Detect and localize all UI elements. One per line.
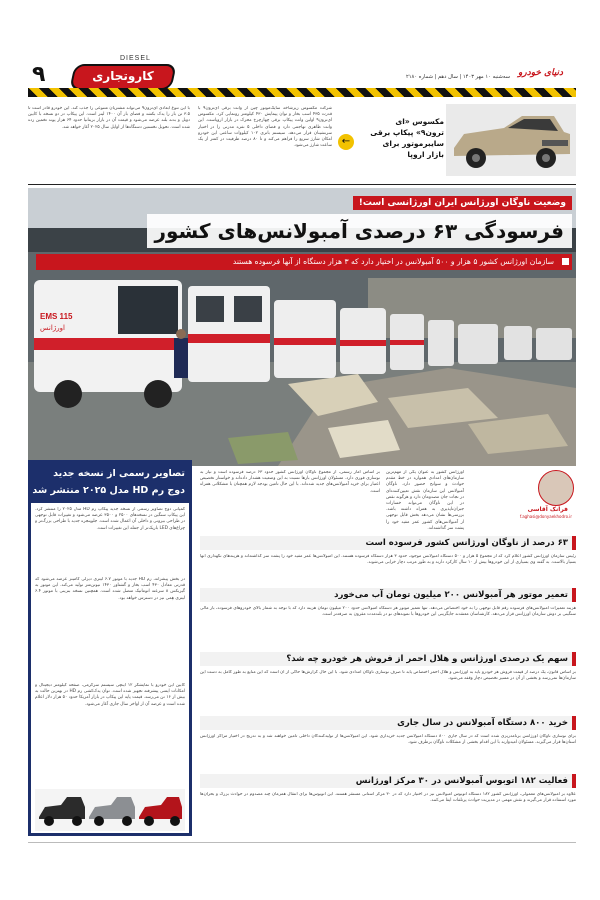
section-1-title: ۶۳ درصد از ناوگان اورژانس کشور فرسوده است: [200, 536, 576, 550]
sidebar-headline-box: [31, 463, 189, 503]
section-2-title: تعمیر موتور هر آمبولانس ۲۰۰ میلیون تومان آب می‌خورد: [200, 588, 576, 602]
page-bottom-rule: [28, 842, 576, 843]
sidebar-text-1: کمپانی دوج تصاویر رسمی از نسخه جدید پیکاپ رم HD مدل ۲۰۲۵ را منتشر کرد. این پیکاپ سنگین در نسخه‌های ۲۵۰۰ و ۳۵۰۰ عرضه می‌شود و تغییرات قابل توجهی در طراحی بیرونی و داخلی آن اعمال شده است. جلوپنجره جدید با طراحی بزرگ‌تر و چراغ‌های LED باریک‌تر از جمله این تغییرات است.: [35, 507, 185, 531]
hazard-stripe: [28, 88, 576, 97]
section-4-title: خرید ۸۰۰ دستگاه آمبولانس در سال جاری: [200, 716, 576, 730]
top-news-col2: با این تنوع ابعادی ای‌ترون۹ می‌تواند مشتریان متنوعی را جذب کند. این خودرو قادر است تا ۳.۵ تن بار را یدک بکشد و فضای بار آن ۱۴۰۰ لیتر است. این پیکاپ در دو نسخه با کابین دوبل و بدنه بلند عرضه می‌شود و قیمت آن در بازار بریتانیا حدود ۶۴ هزار پوند تخمین زده شده است. تحویل نخستین دستگاه‌ها از اوایل سال ۲۰۲۵ آغاز خواهد شد.: [28, 106, 190, 130]
top-news-block: [28, 100, 576, 182]
top-news-col1: شرکت مکسوس زیرشاخه سایک‌موتور چین از وانت برقی ای‌ترون۹ با قدرت ۴۳۵ اسب بخار و توان پیمایش ۴۳۰ کیلومتر رونمایی کرد. مکسوس ای‌ترون۹ اولین وانت پیکاپ برقی چهارچرخ محرک در بازار اروپاست. این وانت ظاهری تهاجمی دارد و فضای داخلی ۵ نفره مدرنی را در اختیار سرنشینان قرار می‌دهد. سیستم باتری ۱۰۲ کیلووات ساعتی این خودرو امکان شارژ سریع را فراهم می‌کند و تا ۸۰ درصد ظرفیت در کمتر از یک ساعت شارژ می‌شود.: [198, 106, 332, 149]
subheadline-square-icon: [562, 258, 569, 265]
section-3-text: بر اساس قانون، یک درصد از قیمت فروش هر خودرو باید به اورژانس و هلال احمر اختصاص یابد تا صرف نوسازی ناوگان امدادی شود. با این حال گزارش‌ها حاکی از آن است که این منابع به طور کامل به دست این سازمان‌ها نمی‌رسد و بخشی از آن در مسیر تخصیص دچار وقفه می‌شود.: [200, 670, 576, 682]
author-avatar: [538, 470, 574, 506]
sidebar-text-2: در بخش پیشرانه، رم HD جدید با موتور ۶.۷ لیتری دیزلی کامینز عرضه می‌شود که قدرتی معادل ۴۳۰ اسب بخار و گشتاور ۱۴۳۰ نیوتن‌متر تولید می‌کند. این موتور به گیربکس ۸ سرعته اتوماتیک متصل شده است. همچنین نسخه بنزینی با موتور ۶.۴ لیتری هِمی نیز در دسترس خواهد بود.: [35, 577, 185, 601]
top-news-headline: مکسوس «ای ترون۹» پیکاپ برقی سایبرموتور برای بازار اروپا: [370, 117, 444, 159]
date-line: سه‌شنبه ۱۰ مهر ۱۴۰۳ | سال دهم | شماره ۲۱۸۰: [405, 74, 510, 80]
ambulance-plate: EMS 115: [40, 312, 73, 321]
pickup-photo: [446, 104, 576, 176]
page-header: [0, 0, 600, 100]
ambulance-side-label: اورژانس: [40, 324, 65, 332]
author-name: فرانک آقاسی: [527, 506, 568, 513]
sidebar-story: [28, 460, 192, 836]
section-2-text: هزینه تعمیرات آمبولانس‌های فرسوده رقم قابل توجهی را به خود اختصاص می‌دهد. تنها تعمیر موتور هر دستگاه آمبولانس حدود ۲۰۰ میلیون تومان هزینه دارد که با توجه به شمار بالای خودروهای فرسوده، بار مالی سنگینی بر دوش سازمان اورژانس قرار می‌دهد. کارشناسان معتقدند جایگزینی این خودروها با نمونه‌های نو در بلندمدت مقرون به صرفه‌تر است.: [200, 606, 576, 618]
main-headline: فرسودگی ۶۳ درصدی آمبولانس‌های کشور: [147, 214, 573, 248]
section-3-title: سهم یک درصدی اورژانس و هلال احمر از فروش هر خودرو چه شد؟: [200, 652, 576, 666]
arrow-left-icon: ←: [338, 134, 354, 150]
sidebar-headline-line1: تصاویر رسمی از نسخه جدید: [53, 468, 185, 479]
section-5-title: فعالیت ۱۸۲ اتوبوس آمبولانس در ۳۰ مرکز اورژانس: [200, 774, 576, 788]
section-sub-label: DIESEL: [120, 55, 151, 62]
top-news-divider: [28, 184, 576, 185]
intro-col-1: اورژانس کشور به عنوان یکی از مهم‌ترین سازمان‌های امدادی همواره در خط مقدم حوادث و سوانح حضور دارد. ناوگان آمبولانس این سازمان نقش تعیین‌کننده‌ای در نجات جان مصدومان دارد و هرگونه نقص در این ناوگان می‌تواند خسارات جبران‌ناپذیری به همراه داشته باشد. بررسی‌ها نشان می‌دهد بخش قابل توجهی از آمبولانس‌های کشور عمر مفید خود را پشت سر گذاشته‌اند.: [386, 470, 464, 531]
paper-logo: دنیای خودرو: [518, 68, 564, 78]
section-4-text: برای نوسازی ناوگان اورژانس برنامه‌ریزی شده است که در سال جاری ۸۰۰ دستگاه آمبولانس جدید خریداری شود. این آمبولانس‌ها از تولیدکنندگان داخلی تامین خواهند شد و به تدریج در اختیار مراکز اورژانس استان‌ها قرار می‌گیرند. مسئولان امیدوارند با این اقدام بخشی از مشکلات ناوگان برطرف شود.: [200, 734, 576, 746]
story-sections: [200, 536, 576, 836]
section-5-text: علاوه بر آمبولانس‌های معمولی، اورژانس کشور ۱۸۲ دستگاه اتوبوس آمبولانس نیز در اختیار دارد که در ۳۰ مرکز استانی مستقر هستند. این اتوبوس‌ها برای انتقال همزمان چند مصدوم در حوادث بزرگ و بحران‌ها مورد استفاده قرار می‌گیرند و نقش مهمی در مدیریت حوادث پرتلفات ایفا می‌کنند.: [200, 792, 576, 804]
main-kicker: وضعیت ناوگان اورژانس ایران اورژانسی است!: [353, 196, 572, 210]
main-subheadline: سازمان اورژانس کشور ۵ هزار و ۵۰۰ آمبولانس در اختیار دارد که ۳ هزار دستگاه از آنها فرسوده هستند: [36, 254, 572, 270]
intro-col-2: بر اساس آمار رسمی، از مجموع ناوگان اورژانس کشور حدود ۶۳ درصد فرسوده است و نیاز به نوسازی فوری دارد. مسئولان اورژانس بارها نسبت به این وضعیت هشدار داده‌اند و خواستار تخصیص اعتبار برای خرید آمبولانس‌های جدید شده‌اند. با این حال تامین بودجه لازم همچنان با مشکلاتی همراه است.: [200, 470, 380, 494]
section-1-text: رئیس سازمان اورژانس کشور اعلام کرد که از مجموع ۵ هزار و ۵۰۰ دستگاه آمبولانس موجود، حدود ۳ هزار دستگاه فرسوده هستند. این آمبولانس‌ها عمر مفید خود را پشت سر گذاشته‌اند و هزینه‌های نگهداری آنها بسیار بالاست. به گفته وی بسیاری از این خودروها بیش از ۱۰ سال کارکرد دارند و به طور مرتب دچار خرابی می‌شوند.: [200, 554, 576, 566]
pickup-trio-photo: [35, 789, 185, 831]
sidebar-text-3: کابین این خودرو با نمایشگر ۱۲ اینچی سیستم سرگرمی، صفحه کیلومتر دیجیتال و امکانات ایمنی پیشرفته تجهیز شده است. توان یدک‌کشی رم HD در بهترین حالت به بیش از ۱۶ تن می‌رسد. قیمت پایه این پیکاپ در بازار آمریکا حدود ۵۰ هزار دلار اعلام شده است و عرضه آن از اواخر سال جاری آغاز می‌شود.: [35, 683, 185, 707]
section-brand-title: کاروتجاری: [92, 69, 154, 83]
page-number: ۹: [32, 62, 46, 87]
sidebar-headline-line2: دوج رم HD مدل ۲۰۲۵ منتشر شد: [32, 485, 185, 496]
author-email: f.aghasi@donyaekhodro.ir: [519, 514, 572, 519]
author-box: [468, 470, 576, 520]
